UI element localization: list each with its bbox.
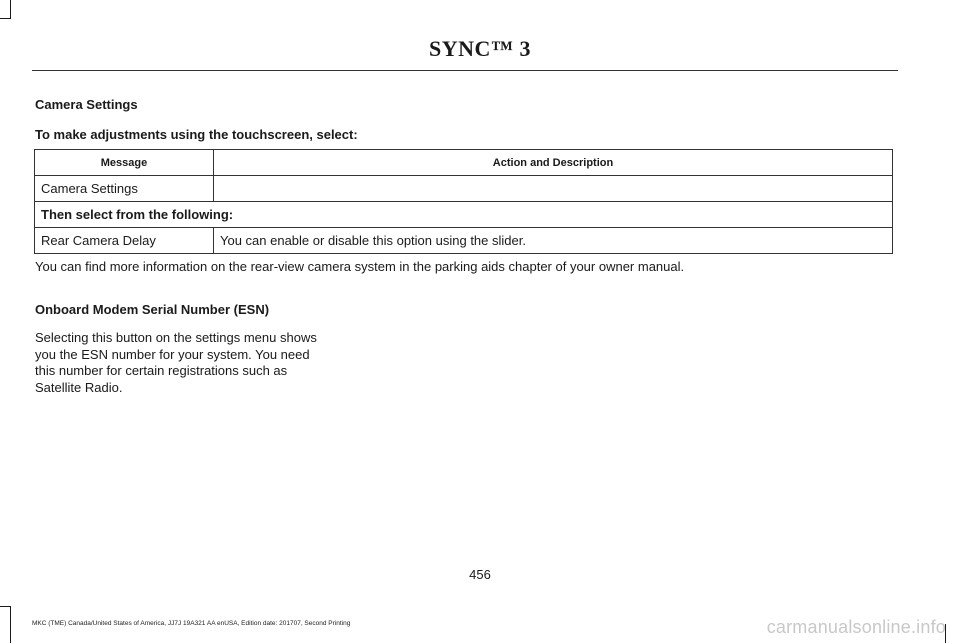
- table-row: [35, 176, 893, 202]
- crop-mark-bottom-left-horizontal: [0, 606, 11, 607]
- esn-body: Selecting this button on the settings menu shows you the ESN number for your system. You need this number for certain registrations such as Satellite Radio.: [35, 330, 317, 395]
- table-cell-action: You can enable or disable this option using the slider.: [214, 228, 893, 254]
- table-cell-message: Rear Camera Delay: [35, 228, 214, 254]
- column-header-message: Message: [35, 150, 214, 176]
- camera-settings-table: [34, 149, 893, 254]
- camera-settings-note: You can find more information on the rear-view camera system in the parking aids chapter of your owner manual.: [35, 259, 685, 274]
- footer-edition-text: MKC (TME) Canada/United States of America, JJ7J 19A321 AA enUSA, Edition date: 201707, Second Printing: [32, 620, 351, 627]
- column-header-action: Action and Description: [214, 150, 893, 176]
- table-span-row: [35, 202, 893, 228]
- table-row: [35, 228, 893, 254]
- table-cell-message: Camera Settings: [35, 176, 214, 202]
- page-number: 456: [469, 567, 491, 582]
- camera-settings-intro: To make adjustments using the touchscreen, select:: [35, 127, 358, 142]
- esn-heading: Onboard Modem Serial Number (ESN): [35, 302, 270, 317]
- table-cell-action: [214, 176, 893, 202]
- page-header-title: SYNC™ 3: [429, 36, 531, 61]
- crop-mark-bottom-left-vertical: [10, 606, 11, 643]
- crop-mark-top-left-horizontal: [0, 18, 11, 19]
- table-header-row: [35, 150, 893, 176]
- watermark: carmanualsonline.info: [766, 617, 946, 637]
- camera-settings-heading: Camera Settings: [35, 97, 138, 112]
- table-span-cell: Then select from the following:: [35, 202, 893, 228]
- header-divider: [32, 70, 898, 71]
- crop-mark-top-left-vertical: [10, 0, 11, 18]
